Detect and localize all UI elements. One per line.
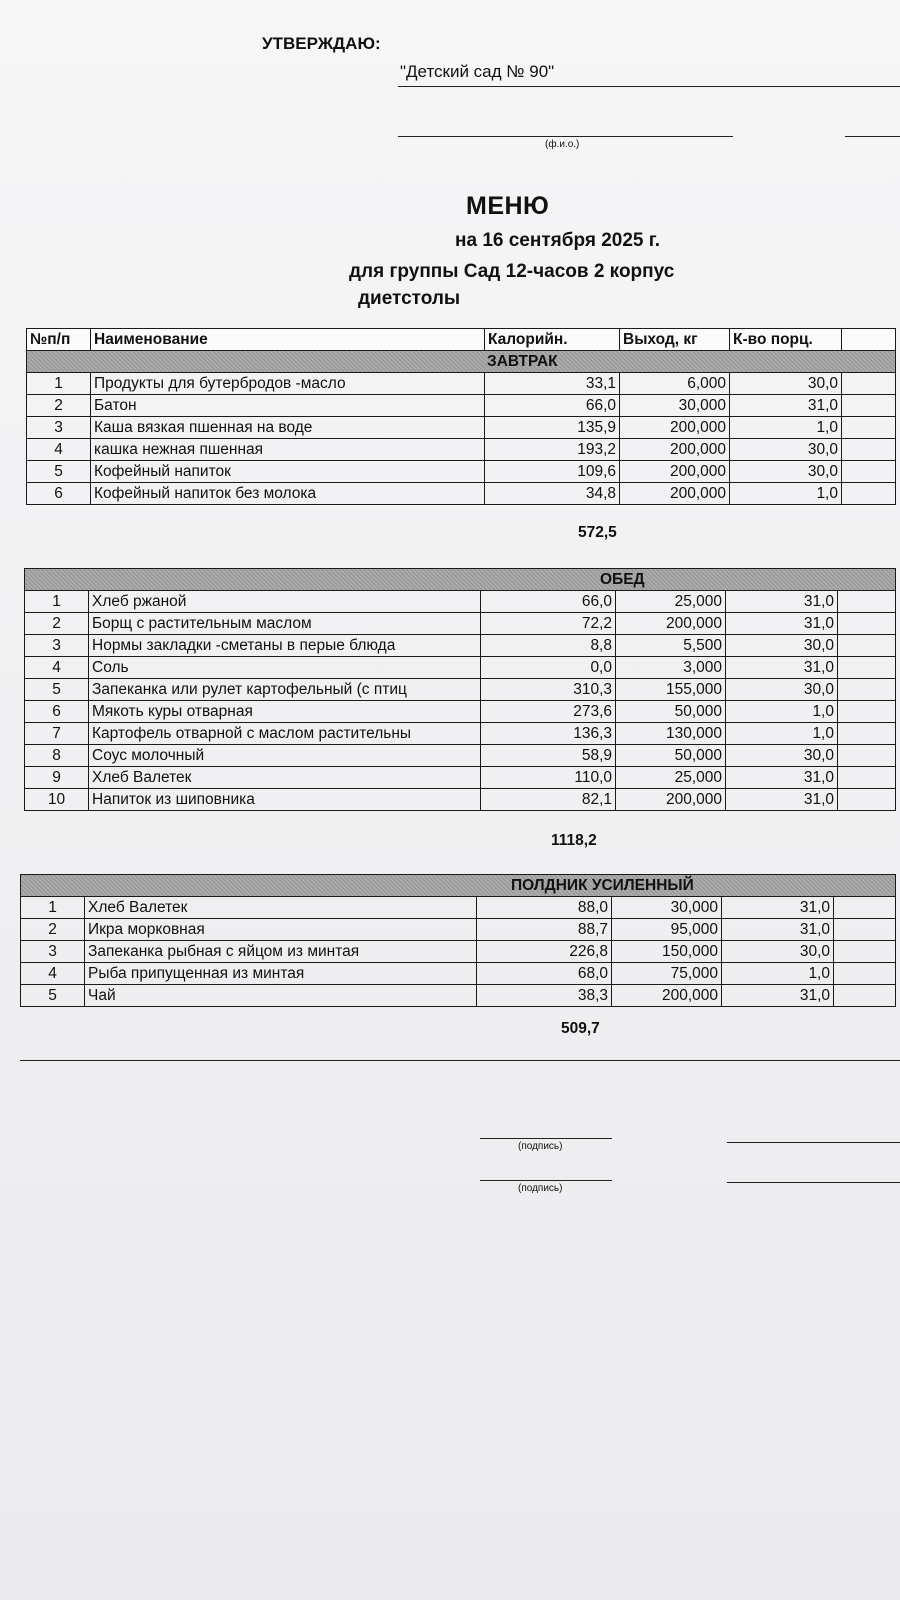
- fio-caption: (ф.и.о.): [545, 139, 580, 150]
- yield-value: 6,000: [620, 373, 730, 395]
- portions-value: 1,0: [722, 963, 834, 985]
- row-number: 7: [25, 723, 89, 745]
- signature-caption-1: (подпись): [518, 1141, 563, 1152]
- dish-name: Картофель отварной с маслом растительны: [89, 723, 481, 745]
- yield-value: 200,000: [620, 439, 730, 461]
- table-row: [25, 591, 896, 613]
- row-number: 2: [25, 613, 89, 635]
- table-row: [27, 483, 896, 505]
- calories-value: 58,9: [481, 745, 616, 767]
- calories-value: 0,0: [481, 657, 616, 679]
- calories-value: 82,1: [481, 789, 616, 811]
- lunch-total: 1118,2: [551, 832, 597, 849]
- portions-value: 31,0: [730, 395, 842, 417]
- table-row: [21, 985, 896, 1007]
- extra-cell: [838, 657, 896, 679]
- organization-name: "Детский сад № 90": [400, 62, 555, 81]
- signature-line-2-right: [727, 1182, 900, 1183]
- extra-cell: [834, 985, 896, 1007]
- menu-group: для группы Сад 12-часов 2 корпус: [349, 261, 675, 282]
- table-row: [25, 767, 896, 789]
- extra-cell: [838, 745, 896, 767]
- calories-value: 135,9: [485, 417, 620, 439]
- menu-date: на 16 сентября 2025 г.: [455, 230, 661, 251]
- portions-value: 30,0: [722, 941, 834, 963]
- extra-cell: [834, 919, 896, 941]
- row-number: 5: [25, 679, 89, 701]
- section-title-breakfast: ЗАВТРАК: [27, 351, 896, 373]
- table-row: [25, 679, 896, 701]
- section-row-lunch: [25, 569, 896, 591]
- row-number: 4: [21, 963, 85, 985]
- row-number: 3: [25, 635, 89, 657]
- extra-cell: [842, 417, 896, 439]
- calories-value: 66,0: [485, 395, 620, 417]
- dish-name: Напиток из шиповника: [89, 789, 481, 811]
- table-row: [21, 897, 896, 919]
- portions-value: 30,0: [726, 679, 838, 701]
- yield-value: 200,000: [620, 417, 730, 439]
- yield-value: 150,000: [612, 941, 722, 963]
- dish-name: Икра морковная: [85, 919, 477, 941]
- calories-value: 310,3: [481, 679, 616, 701]
- portions-value: 1,0: [730, 483, 842, 505]
- row-number: 3: [21, 941, 85, 963]
- calories-value: 38,3: [477, 985, 612, 1007]
- yield-value: 25,000: [616, 767, 726, 789]
- row-number: 9: [25, 767, 89, 789]
- portions-value: 30,0: [726, 635, 838, 657]
- header-portions: К-во порц.: [730, 329, 842, 351]
- fio-signature-line: [398, 136, 733, 137]
- dish-name: Запеканка рыбная с яйцом из минтая: [85, 941, 477, 963]
- portions-value: 1,0: [730, 417, 842, 439]
- row-number: 4: [27, 439, 91, 461]
- portions-value: 31,0: [726, 789, 838, 811]
- extra-cell: [842, 395, 896, 417]
- approve-label: УТВЕРЖДАЮ:: [262, 34, 381, 53]
- yield-value: 3,000: [616, 657, 726, 679]
- table-row: [21, 963, 896, 985]
- yield-value: 25,000: [616, 591, 726, 613]
- dish-name: Кофейный напиток: [91, 461, 485, 483]
- portions-value: 30,0: [730, 373, 842, 395]
- calories-value: 193,2: [485, 439, 620, 461]
- table-row: [21, 919, 896, 941]
- header-yield: Выход, кг: [620, 329, 730, 351]
- dish-name: Кофейный напиток без молока: [91, 483, 485, 505]
- yield-value: 200,000: [616, 789, 726, 811]
- table-row: [27, 395, 896, 417]
- row-number: 5: [27, 461, 91, 483]
- portions-value: 31,0: [722, 919, 834, 941]
- signature-line-1-right: [727, 1142, 900, 1143]
- calories-value: 8,8: [481, 635, 616, 657]
- extra-cell: [838, 767, 896, 789]
- portions-value: 31,0: [722, 985, 834, 1007]
- dish-name: Хлеб Валетек: [85, 897, 477, 919]
- dish-name: Каша вязкая пшенная на воде: [91, 417, 485, 439]
- row-number: 1: [21, 897, 85, 919]
- breakfast-total: 572,5: [578, 524, 617, 541]
- dish-name: Соль: [89, 657, 481, 679]
- table-row: [21, 941, 896, 963]
- calories-value: 226,8: [477, 941, 612, 963]
- header-number: №п/п: [27, 329, 91, 351]
- signature-line-1: [480, 1138, 612, 1139]
- dish-name: Борщ с растительным маслом: [89, 613, 481, 635]
- extra-cell: [838, 701, 896, 723]
- dish-name: Продукты для бутербродов -масло: [91, 373, 485, 395]
- table-row: [27, 439, 896, 461]
- section-row-snack: [21, 875, 896, 897]
- calories-value: 72,2: [481, 613, 616, 635]
- calories-value: 88,0: [477, 897, 612, 919]
- calories-value: 33,1: [485, 373, 620, 395]
- dish-name: Запеканка или рулет картофельный (с птиц: [89, 679, 481, 701]
- extra-cell: [834, 963, 896, 985]
- section-row-breakfast: [27, 351, 896, 373]
- section-title-snack: ПОЛДНИК УСИЛЕННЫЙ: [21, 875, 896, 897]
- yield-value: 50,000: [616, 745, 726, 767]
- extra-cell: [842, 439, 896, 461]
- table-row: [25, 701, 896, 723]
- yield-value: 95,000: [612, 919, 722, 941]
- calories-value: 88,7: [477, 919, 612, 941]
- yield-value: 200,000: [620, 461, 730, 483]
- table-row: [25, 723, 896, 745]
- extra-cell: [838, 679, 896, 701]
- calories-value: 66,0: [481, 591, 616, 613]
- yield-value: 155,000: [616, 679, 726, 701]
- portions-value: 31,0: [726, 591, 838, 613]
- yield-value: 50,000: [616, 701, 726, 723]
- menu-diet: диетстолы: [358, 288, 461, 309]
- extra-cell: [838, 635, 896, 657]
- calories-value: 68,0: [477, 963, 612, 985]
- row-number: 2: [27, 395, 91, 417]
- table-row: [27, 417, 896, 439]
- snack-total: 509,7: [561, 1020, 600, 1037]
- row-number: 2: [21, 919, 85, 941]
- yield-value: 200,000: [620, 483, 730, 505]
- row-number: 3: [27, 417, 91, 439]
- yield-value: 130,000: [616, 723, 726, 745]
- snack-table: [20, 874, 896, 1007]
- row-number: 5: [21, 985, 85, 1007]
- row-number: 8: [25, 745, 89, 767]
- portions-value: 1,0: [726, 701, 838, 723]
- dish-name: Чай: [85, 985, 477, 1007]
- row-number: 6: [25, 701, 89, 723]
- table-header-row: [27, 329, 896, 351]
- header-extra: [842, 329, 896, 351]
- yield-value: 5,500: [616, 635, 726, 657]
- calories-value: 110,0: [481, 767, 616, 789]
- page-title: МЕНЮ: [466, 192, 550, 220]
- portions-value: 30,0: [726, 745, 838, 767]
- signature-line-2: [480, 1180, 612, 1181]
- organization-underline: [398, 86, 900, 87]
- portions-value: 30,0: [730, 461, 842, 483]
- table-row: [27, 373, 896, 395]
- calories-value: 273,6: [481, 701, 616, 723]
- dish-name: Рыба припущенная из минтая: [85, 963, 477, 985]
- yield-value: 75,000: [612, 963, 722, 985]
- dish-name: Мякоть куры отварная: [89, 701, 481, 723]
- dish-name: кашка нежная пшенная: [91, 439, 485, 461]
- header-name: Наименование: [91, 329, 485, 351]
- extra-cell: [834, 941, 896, 963]
- dish-name: Нормы закладки -сметаны в перые блюда: [89, 635, 481, 657]
- table-row: [25, 657, 896, 679]
- portions-value: 1,0: [726, 723, 838, 745]
- extra-cell: [842, 461, 896, 483]
- row-number: 1: [27, 373, 91, 395]
- dish-name: Батон: [91, 395, 485, 417]
- row-number: 1: [25, 591, 89, 613]
- row-number: 10: [25, 789, 89, 811]
- header-calories: Калорийн.: [485, 329, 620, 351]
- portions-value: 31,0: [726, 657, 838, 679]
- row-number: 6: [27, 483, 91, 505]
- portions-value: 31,0: [726, 767, 838, 789]
- yield-value: 200,000: [612, 985, 722, 1007]
- portions-value: 30,0: [730, 439, 842, 461]
- yield-value: 200,000: [616, 613, 726, 635]
- extra-cell: [838, 591, 896, 613]
- calories-value: 136,3: [481, 723, 616, 745]
- yield-value: 30,000: [612, 897, 722, 919]
- section-title-lunch: ОБЕД: [25, 569, 896, 591]
- extra-cell: [838, 723, 896, 745]
- fio-signature-line-right: [845, 136, 900, 137]
- yield-value: 30,000: [620, 395, 730, 417]
- table-row: [25, 789, 896, 811]
- row-number: 4: [25, 657, 89, 679]
- table-row: [25, 613, 896, 635]
- dish-name: Хлеб ржаной: [89, 591, 481, 613]
- signature-caption-2: (подпись): [518, 1183, 563, 1194]
- calories-value: 34,8: [485, 483, 620, 505]
- table-row: [25, 635, 896, 657]
- extra-cell: [838, 613, 896, 635]
- breakfast-table: [26, 328, 896, 505]
- portions-value: 31,0: [722, 897, 834, 919]
- extra-cell: [838, 789, 896, 811]
- calories-value: 109,6: [485, 461, 620, 483]
- table-row: [27, 461, 896, 483]
- bottom-divider: [20, 1060, 900, 1061]
- extra-cell: [842, 373, 896, 395]
- dish-name: Соус молочный: [89, 745, 481, 767]
- table-row: [25, 745, 896, 767]
- dish-name: Хлеб Валетек: [89, 767, 481, 789]
- portions-value: 31,0: [726, 613, 838, 635]
- extra-cell: [834, 897, 896, 919]
- extra-cell: [842, 483, 896, 505]
- lunch-table: [24, 568, 896, 811]
